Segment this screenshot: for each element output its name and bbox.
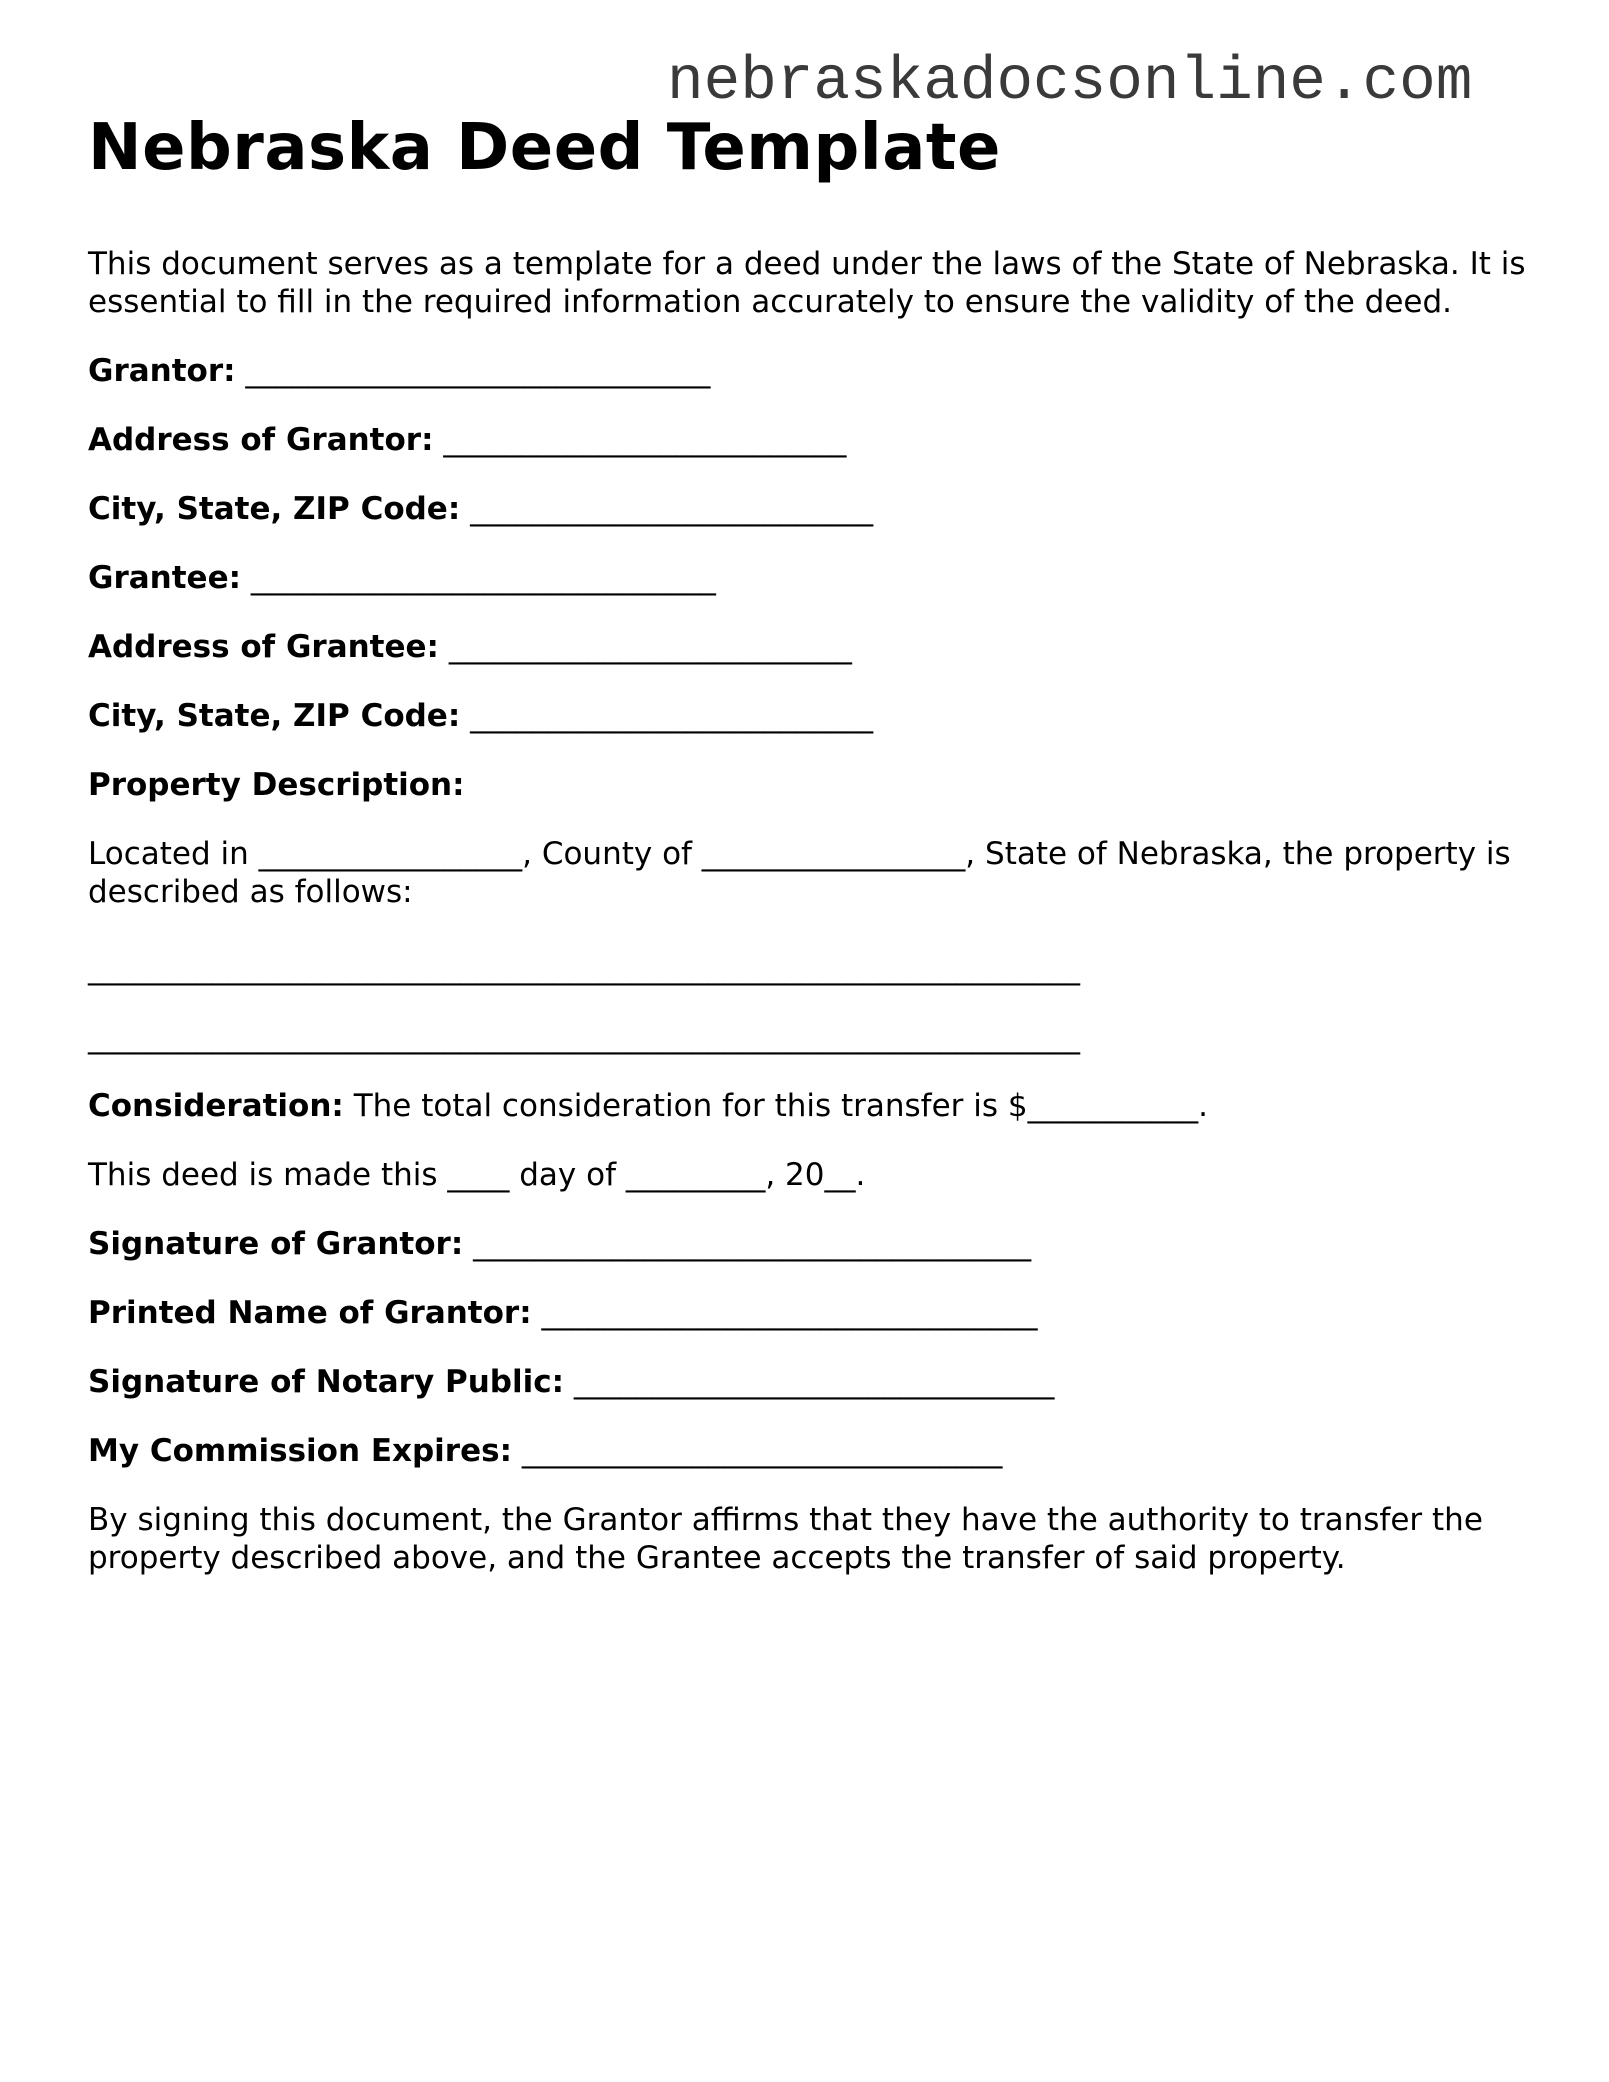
consideration-label: Consideration:	[88, 1087, 344, 1124]
deed-date-text[interactable]: This deed is made this ____ day of _________, 20__.	[88, 1156, 866, 1193]
notary-signature-blank[interactable]: _______________________________	[573, 1363, 1055, 1400]
grantee-address-label: Address of Grantee:	[88, 628, 439, 665]
commission-expires-field	[88, 1432, 1528, 1470]
grantor-printed-name-field	[88, 1294, 1528, 1332]
property-description-heading: Property Description:	[88, 766, 465, 803]
grantee-blank[interactable]: ______________________________	[250, 559, 716, 596]
grantor-city-blank[interactable]: __________________________	[470, 490, 874, 527]
grantor-signature-blank[interactable]: ____________________________________	[473, 1225, 1032, 1262]
grantee-city-blank[interactable]: __________________________	[470, 697, 874, 734]
property-location-text[interactable]: Located in _________________, County of _________________, State of Nebraska, the property is described as follows:	[88, 835, 1511, 910]
page-title: Nebraska Deed Template	[88, 111, 1001, 185]
notary-signature-label: Signature of Notary Public:	[88, 1363, 564, 1400]
grantor-city-label: City, State, ZIP Code:	[88, 490, 461, 527]
grantor-address-blank[interactable]: __________________________	[443, 421, 847, 458]
commission-expires-label: My Commission Expires:	[88, 1432, 512, 1469]
notary-signature-field	[88, 1363, 1528, 1401]
intro-paragraph: This document serves as a template for a deed under the laws of the State of Nebraska. It is essential to fill in the required information accurately to ensure the validity of the deed.	[88, 245, 1526, 320]
deed-document	[88, 110, 1528, 1577]
property-description-line-1[interactable]: ________________________________________________________________	[88, 949, 1080, 986]
grantor-printed-name-label: Printed Name of Grantor:	[88, 1294, 532, 1331]
closing-paragraph: By signing this document, the Grantor affirms that they have the authority to transfer the property described above, and the Grantee accepts the transfer of said property.	[88, 1501, 1483, 1576]
grantor-label: Grantor:	[88, 352, 236, 389]
consideration-text[interactable]: The total consideration for this transfer is $___________.	[353, 1087, 1208, 1124]
grantor-address-field	[88, 421, 1528, 459]
grantor-field	[88, 352, 1528, 390]
grantor-address-label: Address of Grantor:	[88, 421, 434, 458]
grantee-label: Grantee:	[88, 559, 241, 596]
grantee-address-blank[interactable]: __________________________	[448, 628, 852, 665]
consideration-field	[88, 1087, 1528, 1125]
property-description-line-2[interactable]: ________________________________________________________________	[88, 1018, 1080, 1055]
grantor-signature-field	[88, 1225, 1528, 1263]
grantor-signature-label: Signature of Grantor:	[88, 1225, 464, 1262]
grantee-field	[88, 559, 1528, 597]
site-watermark: nebraskadocsonline.com	[667, 48, 1473, 117]
commission-expires-blank[interactable]: _______________________________	[521, 1432, 1003, 1469]
grantor-blank[interactable]: ______________________________	[245, 352, 711, 389]
grantee-city-field	[88, 697, 1528, 735]
grantee-address-field	[88, 628, 1528, 666]
grantee-city-label: City, State, ZIP Code:	[88, 697, 461, 734]
grantor-printed-name-blank[interactable]: ________________________________	[541, 1294, 1038, 1331]
grantor-city-field	[88, 490, 1528, 528]
